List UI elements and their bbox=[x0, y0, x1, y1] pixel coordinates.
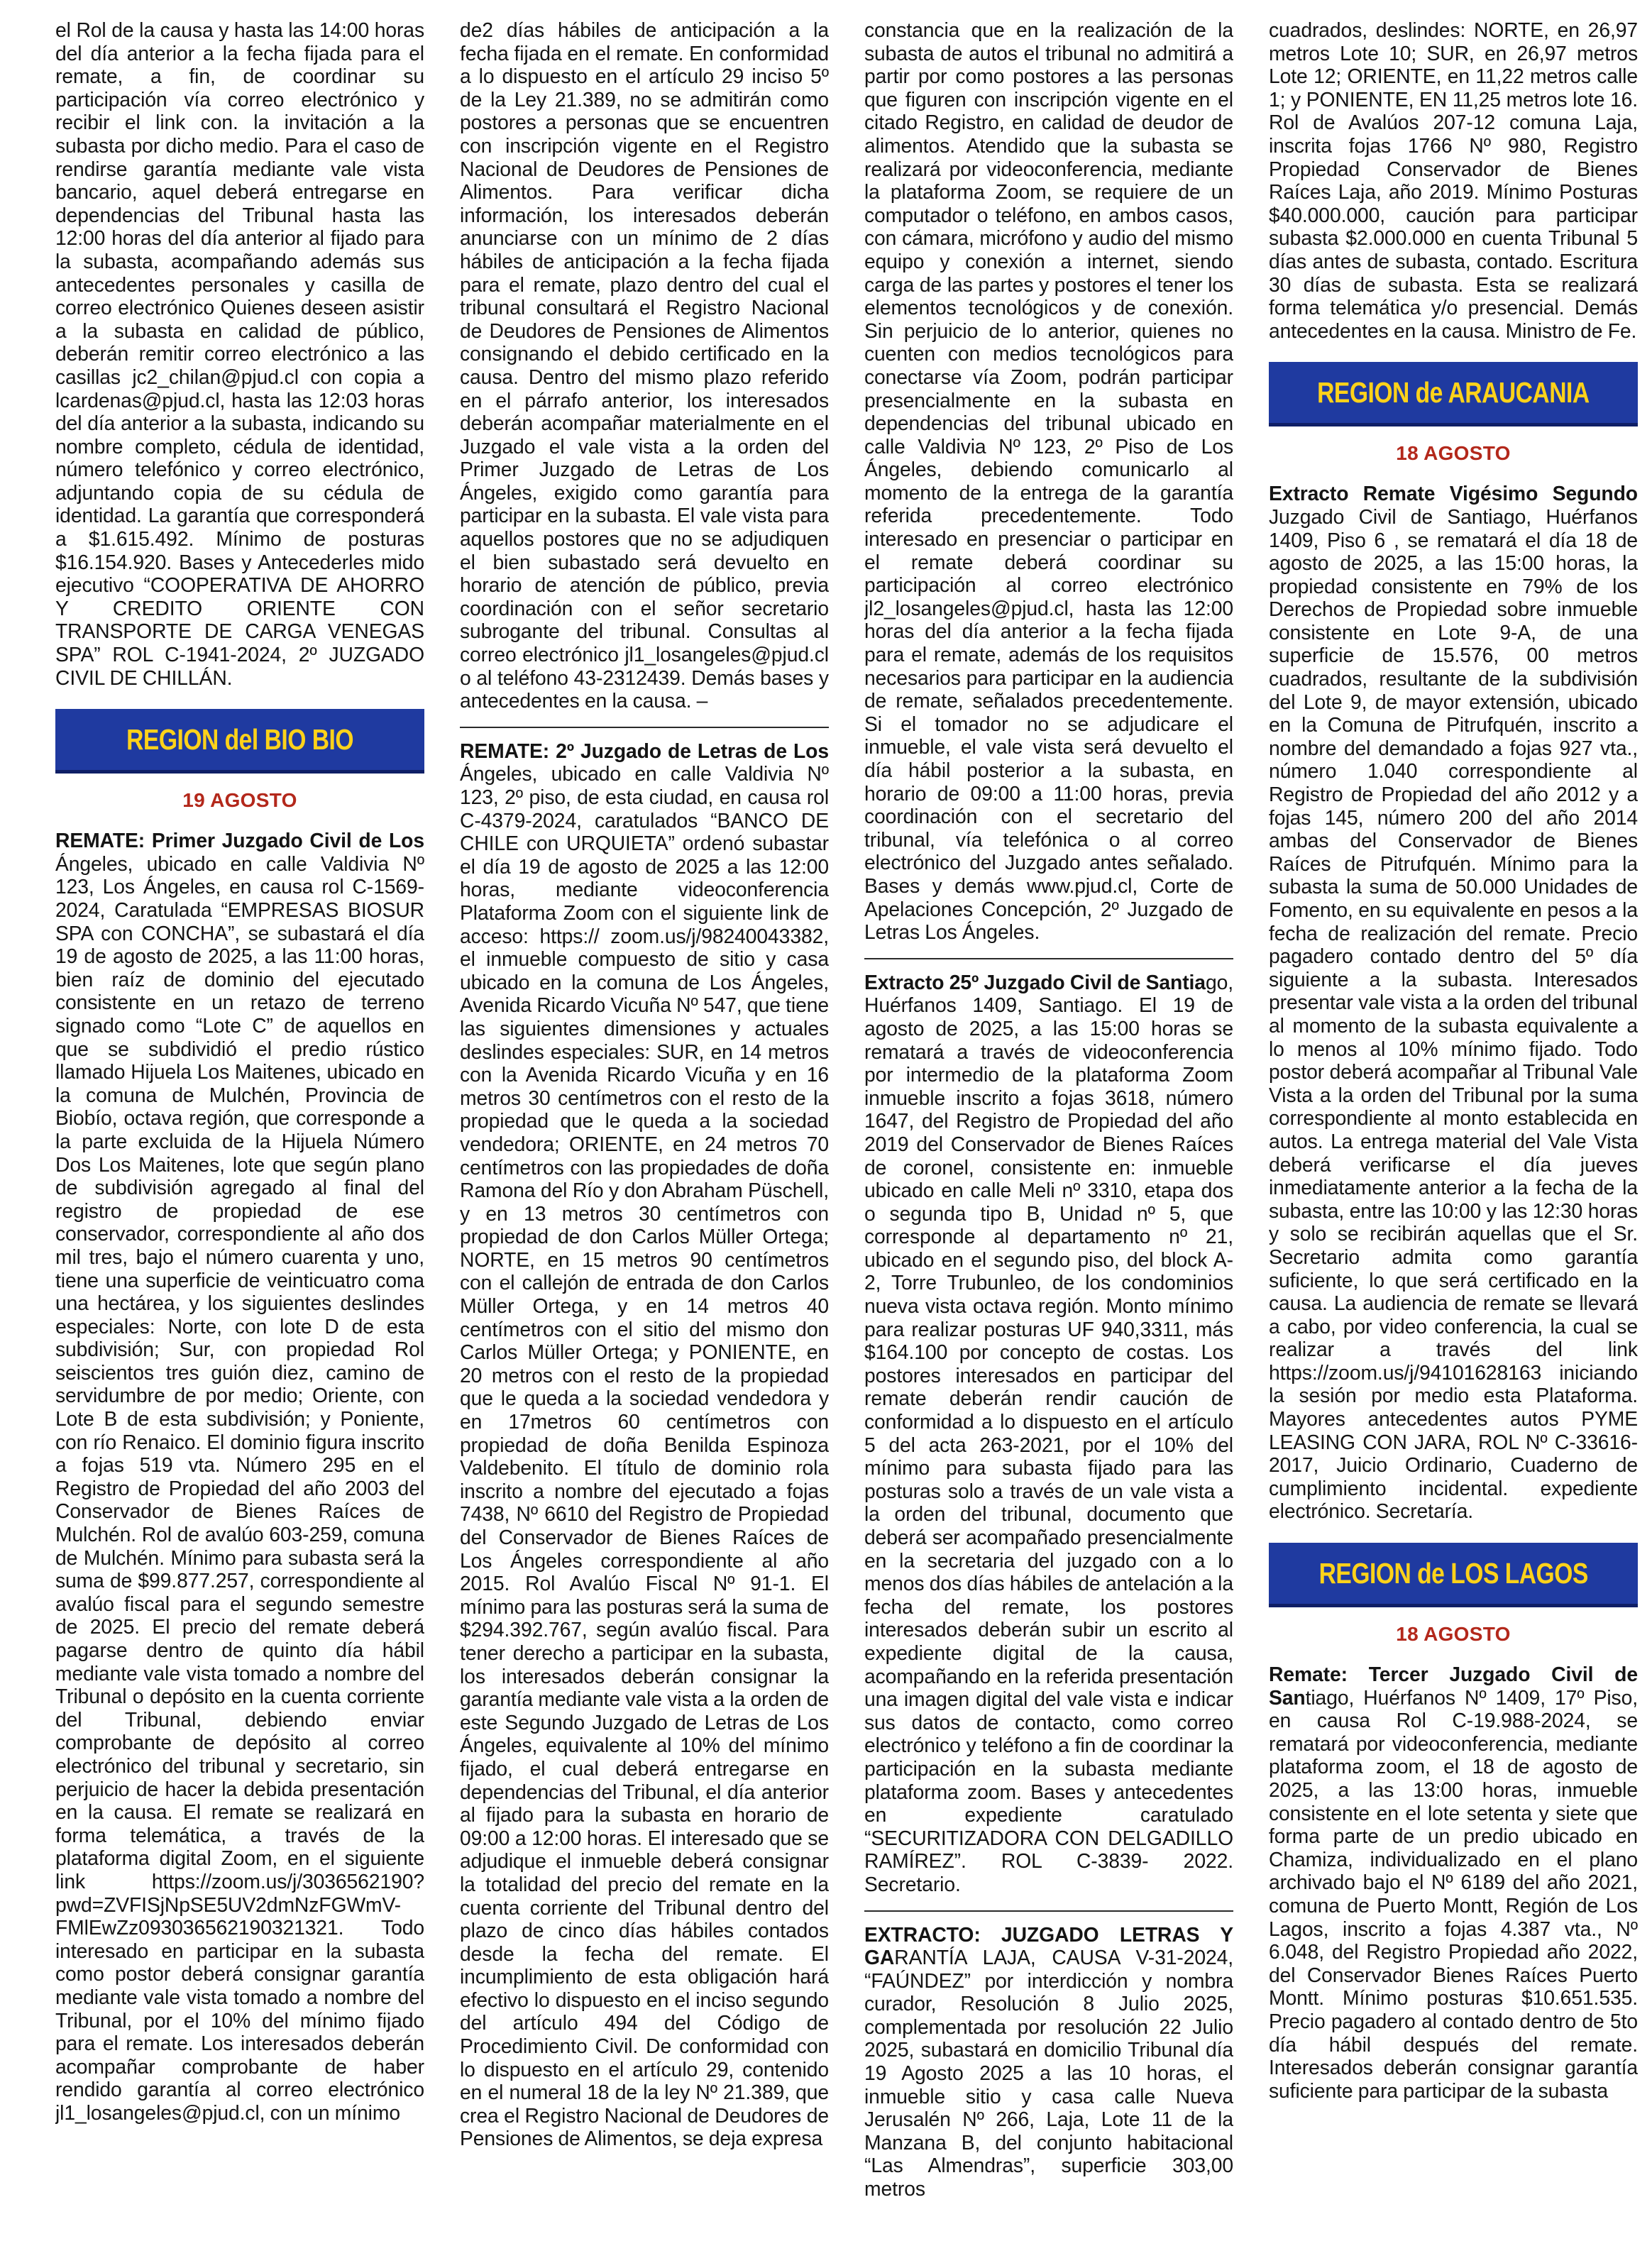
notice-tercer-juzgado-santiago bbox=[1269, 1663, 1638, 2102]
notice-lead: REMATE: Primer Juzgado Civil de Los bbox=[55, 829, 424, 852]
notice-lead: Extracto Remate Vigésimo Segundo bbox=[1269, 482, 1638, 505]
notice-segundo-juzgado-los-angeles bbox=[460, 739, 829, 2150]
notice-lead: EXTRACTO: JUZGADO LETRAS Y GA bbox=[864, 1922, 1233, 1969]
notice-body: tiago, Huérfanos Nº 1409, 17º Piso, en causa Rol C-19.988-2024, se rematará por videoconferencia, mediante plataforma zoom, el 18 de agosto de 2025, a las 13:00 horas, inmueble consistente en el lote setenta y siete que forma parte de un predio ubicado en Chamiza, individualizado en el plano archivado bajo el Nº 6189 del año 2021, comuna de Puerto Montt, Región de Los Lagos, inscrito a fojas 4.387 vta., Nº 6.048, del Registro Propiedad año 2022, del Conservador Bienes Raíces Puerto Montt. Mínimo posturas $10.651.535. Precio pagadero al contado dentro de 5to día hábil después del remate. Interesados deberán consignar garantía suficiente para participar de la subasta bbox=[1269, 1685, 1638, 2102]
columns bbox=[55, 18, 1638, 2261]
notice-body: Juzgado Civil de Santiago, Huérfanos 1409, Piso 6 , se rematará el día 18 de agosto de 2025, a las 15:00 horas, la propiedad consistente en 79% de los Derechos de Propiedad sobre inmueble consistente en Lote 9-A, de una superficie de 15.576, 00 metros cuadrados, resultante de la subdivisión del Lote 9, de mayor extensión, ubicado en la Comuna de Pitrufquén, inscrito a nombre del demandado a fojas 927 vta., número 1.040 correspondiente al Registro de Propiedad del año 2012 y a fojas 145, número 200 del año 2014 ambas del Conservador de Bienes Raíces de Pitrufquén. Mínimo para la subasta la suma de 50.000 Unidades de Fomento, en su equivalente en pesos a la fecha de realización del remate. Precio pagadero contado dentro del 5º día siguiente a la subasta. Interesados presentar vale vista a la orden del tribunal al momento de la subasta equivalente a lo menos al 10% mínimo fijado. Todo postor deberá acompañar al Tribunal Vale Vista a la orden del Tribunal por la suma correspondiente al monto establecida en autos. La entrega material del Vale Vista deberá verificarse el día jueves inmediatamente anterior a la fecha de la subasta, entre las 10:00 y las 12:30 horas y solo se recibirán aquellas que el Sr. Secretario admita como garantía suficiente, lo que será certificado en la causa. La audiencia de remate se llevará a cabo, por video conferencia, la cual se realizar a través del link https://zoom.us/j/94101628163 iniciando la sesión por medio esta Plataforma. Mayores antecedentes autos PYME LEASING CON JARA, ROL Nº C-33616-2017, Juicio Ordinario, Cuaderno de cumplimiento incidental. expediente electrónico. Secretaría. bbox=[1269, 505, 1638, 1523]
region-banner-los-lagos bbox=[1269, 1543, 1638, 1607]
notice-continuation-chillan: el Rol de la causa y hasta las 14:00 horas del día anterior a la fecha fijada para el remate, a fin, de coordinar su participación vía correo electrónico y recibir el link con. la invitación a la subasta por dicho medio. Para el caso de rendirse garantía mediante vale vista bancario, aquel deberá entregarse en dependencias del Tribunal hasta las 12:00 horas del día anterior al fijado para la subasta, acompañando además sus antecedentes personales y casilla de correo electrónico Quienes deseen asistir a la subasta en calidad de público, deberán remitir correo electrónico a las casillas jc2_chilan@pjud.cl con copia a lcardenas@pjud.cl, hasta las 12:03 horas del día anterior a la subasta, indicando su nombre completo, cédula de identidad, número telefónico y correo electrónico, adjuntando copia de su cédula de identidad. La garantía que corresponderá a $1.615.492. Mínimo de posturas $16.154.920. Bases y Antecederles mido ejecutivo “COOPERATIVA DE AHORRO Y CREDITO ORIENTE CON TRANSPORTE DE CARGA VENEGAS SPA” ROL C-1941-2024, 2º JUZGADO CIVIL DE CHILLÁN. bbox=[55, 18, 424, 689]
region-banner-title: REGION de ARAUCANIA bbox=[1317, 375, 1590, 409]
notice-25-juzgado-santiago bbox=[864, 971, 1233, 1896]
notice-lead: REMATE: 2º Juzgado de Letras de Los bbox=[460, 739, 829, 762]
region-banner-title: REGION del BIO BIO bbox=[126, 722, 353, 756]
notice-body: RANTÍA LAJA, CAUSA V-31-2024, “FAÚNDEZ” por interdicción y nombra curador, Resolución 8 Julio 2025, complementada por resolución 22 Julio 2025, subastará en domicilio Tribunal día 19 Agosto 2025 a las 10 horas, el inmueble sitio y casa calle Nueva Jerusalén Nº 266, Laja, Lote 11 de la Manzana B, del conjunto habitacional “Las Almendras”, superficie 303,00 metros bbox=[864, 1946, 1233, 2201]
region-banner-bio-bio bbox=[55, 709, 424, 774]
column-4 bbox=[1269, 18, 1638, 2261]
region-banner-araucania bbox=[1269, 362, 1638, 426]
notice-lead: Remate: Tercer Juzgado Civil de San bbox=[1269, 1663, 1638, 1709]
column-1 bbox=[55, 18, 424, 2261]
notice-continuation-laja: cuadrados, deslindes: NORTE, en 26,97 metros Lote 10; SUR, en 26,97 metros Lote 12; ORIENTE, en 11,22 metros calle 1; y PONIENTE, EN 11,25 metros lote 16. Rol de Avalúos 207-12 comuna Laja, inscrita fojas 1766 Nº 980, Registro Propiedad Conservador de Bienes Raíces Laja, año 2019. Mínimo Posturas $40.000.000, caución para participar subasta $2.000.000 en cuenta Tribunal 5 días antes de subasta, contado. Escritura 30 días de subasta. Esta se realizará forma telemática y/o presencial. Demás antecedentes en la causa. Ministro de Fe. bbox=[1269, 18, 1638, 342]
notice-juzgado-laja bbox=[864, 1923, 1233, 2201]
notice-continuation-los-angeles: de2 días hábiles de anticipación a la fecha fijada en el remate. En conformidad a lo dispuesto en el artículo 29 inciso 5º de la Ley 21.389, no se admitirán como postores a personas que se encuentren con inscripción vigente en el Registro Nacional de Deudores de Pensiones de Alimentos. Para verificar dicha información, los interesados deberán anunciarse con un mínimo de 2 días hábiles de anticipación a la fecha fijada para el remate, plazo dentro del cual el tribunal consultará el Registro Nacional de Deudores de Pensiones de Alimentos consignando el debido certificado en la causa. Dentro del mismo plazo referido en el párrafo anterior, los interesados deberán acompañar materialmente en el Juzgado el vale vista a la orden del Primer Juzgado de Letras de Los Ángeles, exigido como garantía para participar en la subasta. El vale vista para aquellos postores que no se adjudiquen el bien subastado será devuelto en horario de atención de público, previa coordinación con el señor secretario subrogante del tribunal. Consultas al correo electrónico jl1_losangeles@pjud.cl o al teléfono 43-2312439. Demás bases y antecedentes en la causa. – bbox=[460, 18, 829, 712]
column-2 bbox=[460, 18, 829, 2261]
column-3 bbox=[864, 18, 1233, 2261]
divider bbox=[460, 727, 829, 728]
section-date: 18 AGOSTO bbox=[1396, 1623, 1511, 1646]
notice-body: go, Huérfanos 1409, Santiago. El 19 de agosto de 2025, a las 15:00 horas se rematará a través de videoconferencia por intermedio de la plataforma Zoom inmueble inscrito a fojas 3618, número 1647, del Registro de Propiedad del año 2019 del Conservador de Bienes Raíces de coronel, consistente en: inmueble ubicado en calle Meli nº 3310, etapa dos o segunda tipo B, Unidad nº 5, que corresponde al departamento nº 21, ubicado en el segundo piso, del block A-2, Torre Trubunleo, de los condominios nueva vista octava región. Monto mínimo para realizar posturas UF 940,3311, más $164.100 por concepto de costas. Los postores interesados en participar del remate deberán rendir caución de conformidad a lo dispuesto en el artículo 5 del acta 263-2021, por el 10% del mínimo para subasta fijado para las posturas solo a través de un vale vista a la orden del tribunal, documento que deberá ser acompañado presencialmente en la secretaria del juzgado con a lo menos dos días hábiles de antelación a la fecha del remate, los postores interesados deberán subir un escrito al expediente digital de la causa, acompañando en la referida presentación una imagen digital del vale vista e indicar sus datos de contacto, como correo electrónico y teléfono a fin de coordinar la participación en la subasta mediante plataforma zoom. Bases y antecedentes en expediente caratulado “SECURITIZADORA CON DELGADILLO RAMÍREZ”. ROL C-3839- 2022. Secretario. bbox=[864, 970, 1233, 1895]
region-banner-title: REGION de LOS LAGOS bbox=[1318, 1556, 1588, 1590]
notice-primer-juzgado-los-angeles bbox=[55, 829, 424, 2124]
notice-body: Ángeles, ubicado en calle Valdivia Nº 123, 2º piso, de esta ciudad, en causa rol C-4379-2024, caratulados “BANCO DE CHILE con URQUIETA” ordenó subastar el día 19 de agosto de 2025 a las 12:00 horas, mediante videoconferencia Plataforma Zoom con el siguiente link de acceso: https:// zoom.us/j/98240043382, el inmueble compuesto de sitio y casa ubicado en la comuna de Los Ángeles, Avenida Ricardo Vicuña Nº 547, que tiene las siguientes dimensiones y actuales deslindes especiales: SUR, en 14 metros con la Avenida Ricardo Vicuña y en 16 metros 30 centímetros con el resto de la propiedad que le queda a la sociedad vendedora; ORIENTE, en 24 metros 70 centímetros con las propiedades de doña Ramona del Río y don Abraham Püschell, y en 13 metros 30 centímetros con propiedad de don Carlos Müller Ortega; NORTE, en 15 metros 90 centímetros con el callejón de entrada de don Carlos Müller Ortega, y en 14 metros 40 centímetros con el sitio del mismo don Carlos Müller Ortega; y PONIENTE, en 20 metros con el resto de la propiedad que le queda a la sociedad vendedora y en 17metros 60 centímetros con propiedad de doña Benilda Espinoza Valdebenito. El título de dominio rola inscrito a nombre del ejecutado a fojas 7438, Nº 6610 del Registro de Propiedad del Conservador de Bienes Raíces de Los Ángeles correspondiente al año 2015. Rol Avalúo Fiscal Nº 91-1. El mínimo para las posturas será la suma de $294.392.767, según avalúo fiscal. Para tener derecho a participar en la subasta, los interesados deberán consignar la garantía mediante vale vista a la orden de este Segundo Juzgado de Letras de Los Ángeles, equivalente al 10% del mínimo fijado, el cual deberá entregarse en dependencias del Tribunal, el día anterior al fijado para la subasta en horario de 09:00 a 12:00 horas. El interesado que se adjudique el inmueble deberá consignar la totalidad del precio del remate en la cuenta corriente del Tribunal dentro del plazo de cinco días hábiles contados desde la fecha del remate. El incumplimiento de esta obligación hará efectivo lo dispuesto en el inciso segundo del artículo 494 del Código de Procedimiento Civil. De conformidad con lo dispuesto en el artículo 29, contenido en el numeral 18 de la ley Nº 21.389, que crea el Registro Nacional de Deudores de Pensiones de Alimentos, se deja expresa bbox=[460, 762, 829, 2150]
notice-22-juzgado-santiago bbox=[1269, 482, 1638, 1523]
divider bbox=[864, 1910, 1233, 1912]
notice-lead: Extracto 25º Juzgado Civil de Santia bbox=[864, 970, 1206, 993]
notice-body: Ángeles, ubicado en calle Valdivia Nº 123, Los Ángeles, en causa rol C-1569-2024, Caratulada “EMPRESAS BIOSUR SPA con CONCHA”, se subastará el día 19 de agosto de 2025, a las 11:00 horas, bien raíz de dominio del ejecutado consistente en un retazo de terreno signado como “Lote C” de aquellos en que se subdividió el predio rústico llamado Hijuela Los Maitenes, ubicado en la comuna de Mulchén, Provincia de Biobío, octava región, que corresponde a la parte excluida de la Hijuela Número Dos Los Maitenes, lote que según plano de subdivisión agregado al final del registro de propiedad de ese conservador, correspondiente al año dos mil tres, bajo el número cuarenta y uno, tiene una superficie de veinticuatro coma una hectárea, y los siguientes deslindes especiales: Norte, con lote D de esta subdivisión; Sur, con propiedad Rol seiscientos tres guión diez, camino de servidumbre de por medio; Oriente, con Lote B de esta subdivisión; y Poniente, con río Renaico. El dominio figura inscrito a fojas 519 vta. Número 295 en el Registro de Propiedad del año 2003 del Conservador de Bienes Raíces de Mulchén. Rol de avalúo 603-259, comuna de Mulchén. Mínimo para subasta será la suma de $99.877.257, correspondiente al avalúo fiscal para el segundo semestre de 2025. El precio del remate deberá pagarse dentro de quinto día hábil mediante vale vista tomado a nombre del Tribunal o depósito en la cuenta corriente del Tribunal, debiendo enviar comprobante de depósito al correo electrónico del tribunal y secretario, sin perjuicio de hacer la debida presentación en la causa. El remate se realizará en forma telemática, a través de la plataforma digital Zoom, en el siguiente link https://zoom.us/j/3036562190?pwd=ZVFISjNpSE5UV2dmNzFGWmV-FMlEwZz093036562190321321. Todo interesado en participar en la subasta como postor deberá consignar garantía mediante vale vista tomado a nombre del Tribunal, por el 10% del mínimo fijado para el remate. Los interesados deberán acompañar comprobante de haber rendido garantía al correo electrónico jl1_losangeles@pjud.cl, con un mínimo bbox=[55, 852, 424, 2124]
section-date: 18 AGOSTO bbox=[1396, 442, 1511, 465]
divider bbox=[864, 958, 1233, 959]
section-date: 19 AGOSTO bbox=[182, 789, 297, 812]
notice-continuation-segundo-juzgado: constancia que en la realización de la subasta de autos el tribunal no admitirá a partir por como postores a las personas que figuren con inscripción vigente en el citado Registro, en calidad de deudor de alimentos. Atendido que la subasta se realizará por videoconferencia, mediante la plataforma Zoom, se requiere de un computador o teléfono, en ambos casos, con cámara, micrófono y audio del mismo equipo y conexión a internet, siendo carga de las partes y postores el tener los elementos tecnológicos y de conexión. Sin perjuicio de lo anterior, quienes no cuenten con medios tecnológicos para conectarse vía Zoom, podrán participar presencialmente en la subasta en dependencias del tribunal ubicado en calle Valdivia Nº 123, 2º Piso de Los Ángeles, debiendo comunicarlo al momento de la entrega de la garantía referida precedentemente. Todo interesado en presenciar o participar en el remate deberá coordinar su participación al correo electrónico jl2_losangeles@pjud.cl, hasta las 12:00 horas del día anterior a la fecha fijada para el remate, además de los requisitos necesarios para participar en la audiencia de remate, señalados precedentemente. Si el tomador no se adjudicare el inmueble, el vale vista será devuelto el día hábil posterior a la subasta, en horario de 09:00 a 11:00 horas, previa coordinación con el secretario del tribunal, vía telefónica o al correo electrónico del Juzgado antes señalado. Bases y demás www.pjud.cl, Corte de Apelaciones Concepción, 2º Juzgado de Letras Los Ángeles. bbox=[864, 18, 1233, 944]
